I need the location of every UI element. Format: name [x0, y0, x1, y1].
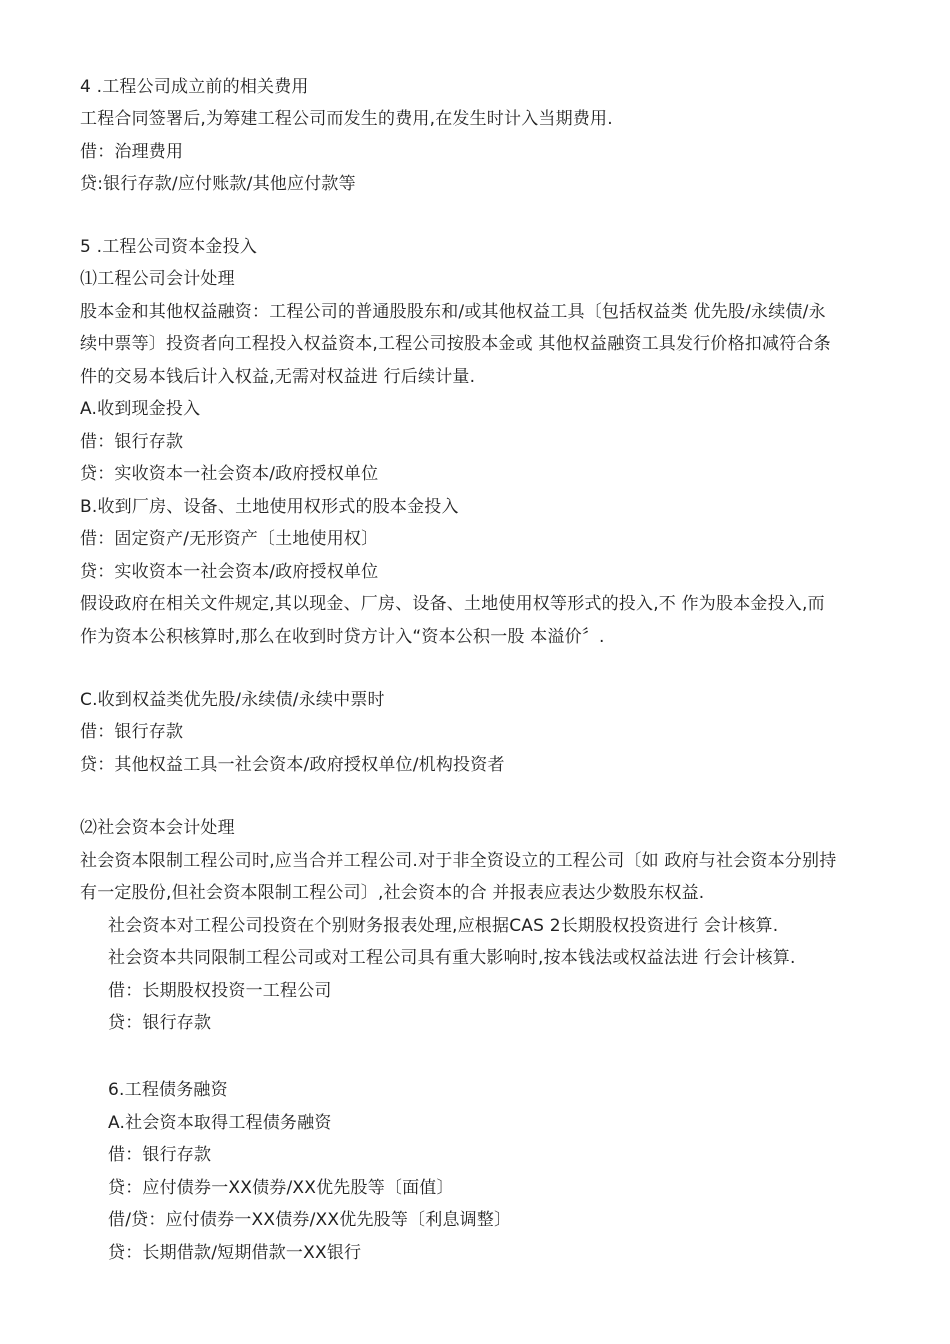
paragraph-line: 作为资本公积核算时,那么在收到时贷方计入“资本公积一股 本溢价〞. [80, 627, 605, 647]
paragraph-line: 工程合同签署后,为筹建工程公司而发生的费用,在发生时计入当期费用. [80, 109, 613, 129]
paragraph-line: 社会资本对工程公司投资在个别财务报表处理,应根据CAS 2长期股权投资进行 会计核算. [108, 916, 779, 936]
paragraph-line: 有一定股份,但社会资本限制工程公司〕,社会资本的合 并报表应表达少数股东权益. [80, 883, 705, 903]
entry-credit: 贷：其他权益工具一社会资本/政府授权单位/机构投资者 [80, 755, 505, 775]
entry-debit: 借：银行存款 [80, 432, 184, 452]
entry-credit: 贷：银行存款 [108, 1013, 212, 1033]
entry-debit-credit: 借/贷：应付债券一XX债券/XX优先股等〔利息调整〕 [108, 1210, 512, 1230]
section-4-heading: 4 .工程公司成立前的相关费用 [80, 77, 309, 97]
subsection-heading: ⑴工程公司会计处理 [80, 269, 235, 289]
item-heading: A.收到现金投入 [80, 399, 201, 419]
paragraph-line: 社会资本限制工程公司时,应当合并工程公司.对于非全资设立的工程公司〔如 政府与社会资本分别持 [80, 851, 837, 871]
item-heading: A.社会资本取得工程债务融资 [108, 1113, 332, 1133]
entry-debit: 借：治理费用 [80, 142, 184, 162]
entry-credit: 贷：实收资本一社会资本/政府授权单位 [80, 562, 379, 582]
entry-debit: 借：银行存款 [80, 722, 184, 742]
entry-debit: 借：长期股权投资一工程公司 [108, 981, 332, 1001]
subsection-heading: ⑵社会资本会计处理 [80, 818, 235, 838]
item-heading: B.收到厂房、设备、土地使用权形式的股本金投入 [80, 497, 459, 517]
entry-debit: 借：银行存款 [108, 1145, 212, 1165]
entry-debit: 借：固定资产/无形资产〔土地使用权〕 [80, 529, 379, 549]
entry-credit: 贷：长期借款/短期借款一XX银行 [108, 1243, 362, 1263]
section-5-heading: 5 .工程公司资本金投入 [80, 237, 258, 257]
entry-credit: 贷：应付债券一XX债券/XX优先股等〔面值〕 [108, 1178, 454, 1198]
paragraph-line: 社会资本共同限制工程公司或对工程公司具有重大影响时,按本钱法或权益法进 行会计核算. [108, 948, 796, 968]
paragraph-line: 件的交易本钱后计入权益,无需对权益进 行后续计量. [80, 367, 476, 387]
entry-credit: 贷：实收资本一社会资本/政府授权单位 [80, 464, 379, 484]
item-heading: C.收到权益类优先股/永续债/永续中票时 [80, 690, 385, 710]
entry-credit: 贷:银行存款/应付账款/其他应付款等 [80, 174, 356, 194]
paragraph-line: 股本金和其他权益融资：工程公司的普通股股东和/或其他权益工具〔包括权益类 优先股/永续债/永 [80, 302, 826, 322]
section-6-heading: 6.工程债务融资 [108, 1080, 228, 1100]
paragraph-line: 假设政府在相关文件规定,其以现金、厂房、设备、土地使用权等形式的投入,不 作为股本金投入,而 [80, 594, 825, 614]
paragraph-line: 续中票等〕投资者向工程投入权益资本,工程公司按股本金或 其他权益融资工具发行价格扣减符合条 [80, 334, 831, 354]
